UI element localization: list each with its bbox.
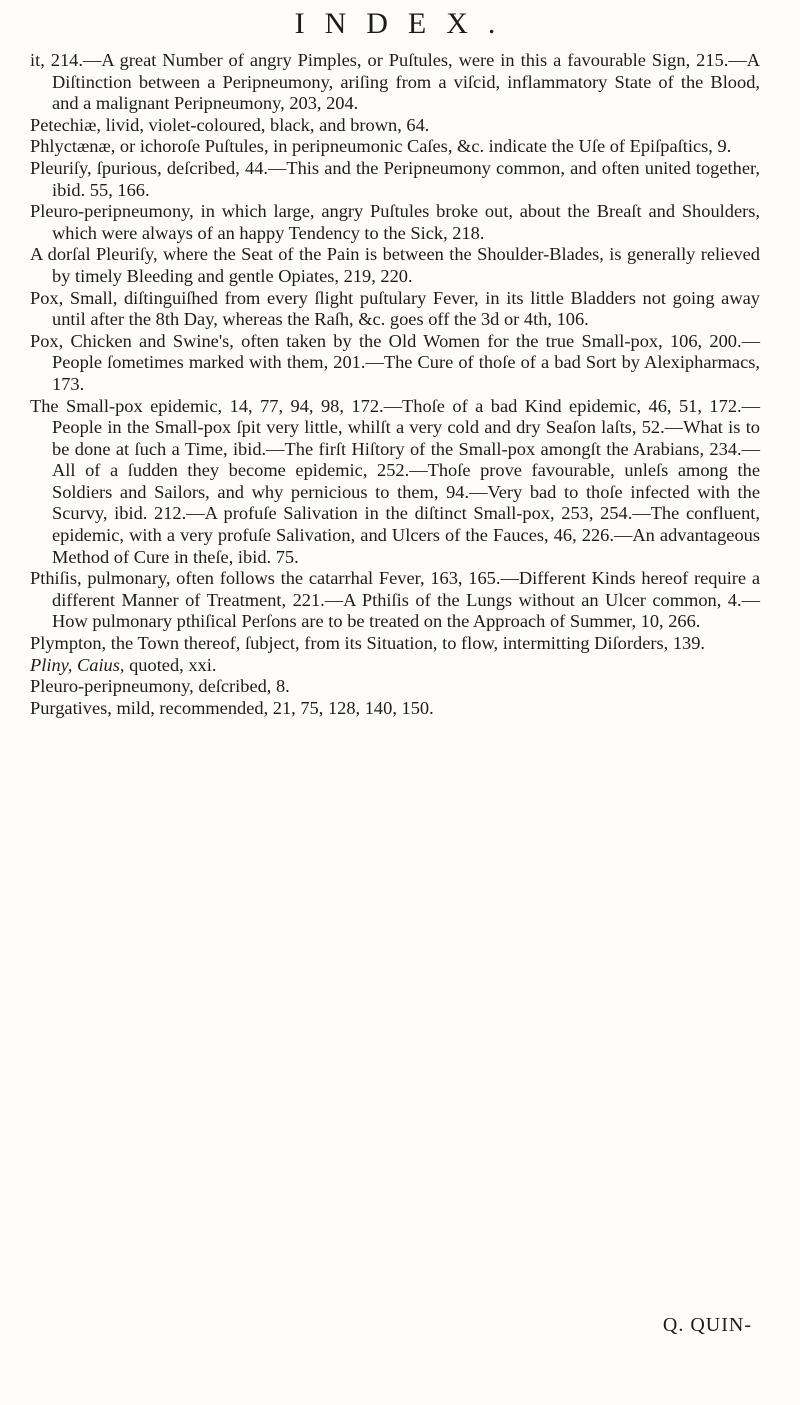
entry-text: deſcribed, 8.	[193, 676, 290, 697]
entry-head: Pleuriſy,	[30, 157, 92, 178]
index-entry	[30, 50, 760, 115]
entry-text: mild, recommended, 21, 75, 128, 140, 150.	[111, 697, 434, 718]
entry-head: Pox,	[30, 287, 64, 308]
entry-text: ſpurious, deſcribed, 44.—This and the Peripneumony common, and often united together, ibid. 55, 166.	[52, 157, 760, 200]
entry-head: Plympton,	[30, 633, 107, 654]
entry-head: A dorſal Pleuriſy,	[30, 244, 158, 265]
index-entry	[30, 698, 760, 720]
index-entry	[30, 633, 760, 655]
index-entry	[30, 331, 760, 396]
index-entry	[30, 655, 760, 677]
entry-head: Pthiſis,	[30, 568, 82, 589]
entry-text: in which large, angry Puſtules broke out, about the Breaſt and Shoulders, which were always of an happy Tendency to the Sick, 218.	[52, 201, 760, 243]
page-heading: INDEX.	[294, 7, 516, 40]
index-entry	[30, 136, 760, 158]
entry-head: Pleuro-peripneumony,	[30, 676, 194, 697]
index-entry	[30, 568, 760, 633]
index-entry	[30, 201, 760, 244]
entry-head: Phlyctænæ,	[30, 136, 116, 157]
index-entry	[30, 115, 760, 137]
entry-head: The Small-pox epidemic,	[30, 395, 223, 416]
entry-text: the Town thereof, ſubject, from its Situation, to flow, intermitting Diſorders, 139.	[106, 633, 706, 654]
entry-head: Pliny, Caius,	[30, 654, 125, 675]
index-entry	[30, 158, 760, 201]
entry-text: livid, violet-coloured, black, and brown, 64.	[101, 114, 430, 135]
entry-head: Pleuro-peripneumony,	[30, 201, 194, 222]
entry-head: Pox,	[30, 330, 64, 351]
entry-head: Purgatives,	[30, 697, 112, 718]
index-entry	[30, 396, 760, 569]
entry-text: it, 214.—A great Number of angry Pimples, or Puſtules, were in this a favourable Sign, 215.—A Diſtinction between a Peripneumony, ariſing from a viſcid, inflammatory State of the Blood, and a malignant Peripneumony, 203, 204.	[30, 50, 760, 114]
entry-head: Petechiæ,	[30, 114, 101, 135]
entry-text: 14, 77, 94, 98, 172.—Thoſe of a bad Kind epidemic, 46, 51, 172.—People in the Small-pox ſpit very little, whilſt a very cold and dry Seaſon laſts, 52.—What is to be done at ſuch a Time, ibid.—The firſt Hiſtory of the Small-pox amongſt the Arabians, 234.—All of a ſudden they become epidemic, 252.—Thoſe prove favourable, unleſs among the Soldiers and Sailors, and why pernicious to them, 94.—Very bad to thoſe infected with the Scurvy, ibid. 212.—A profuſe Salivation in the diſtinct Small-pox, 253, 254.—The confluent, epidemic, with a very profuſe Salivation, and Ulcers of the Fauces, 46, 226.—An advantageous Method of Cure in theſe, ibid. 75.	[52, 395, 760, 567]
entry-text: pulmonary, often follows the catarrhal Fever, 163, 165.—Different Kinds hereof require a different Manner of Treatment, 221.—A Pthiſis of the Lungs without an Ulcer common, 4.—How pulmonary pthiſical Perſons are to be treated on the Approach of Summer, 10, 266.	[52, 568, 760, 632]
index-entry	[30, 288, 760, 331]
index-entry	[30, 676, 760, 698]
entry-text: where the Seat of the Pain is between the Shoulder-Blades, is generally relieved by timely Bleeding and gentle Opiates, 219, 220.	[52, 244, 760, 286]
entry-text: quoted, xxi.	[124, 654, 217, 675]
entry-text: Chicken and Swine's, often taken by the Old Women for the true Small-pox, 106, 200.—People ſometimes marked with them, 201.—The Cure of thoſe of a bad Sort by Alexipharmacs, 173.	[52, 330, 760, 394]
entry-text: Small, diſtinguiſhed from every ſlight puſtulary Fever, in its little Bladders not going away until after the 8th Day, whereas the Raſh, &c. goes off the 3d or 4th, 106.	[52, 287, 760, 330]
entry-text: or ichoroſe Puſtules, in peripneumonic Caſes, &c. indicate the Uſe of Epiſpaſtics, 9.	[115, 136, 732, 157]
index-entries	[30, 50, 760, 719]
index-entry	[30, 244, 760, 287]
catchword: Q. QUIN-	[662, 1314, 752, 1336]
